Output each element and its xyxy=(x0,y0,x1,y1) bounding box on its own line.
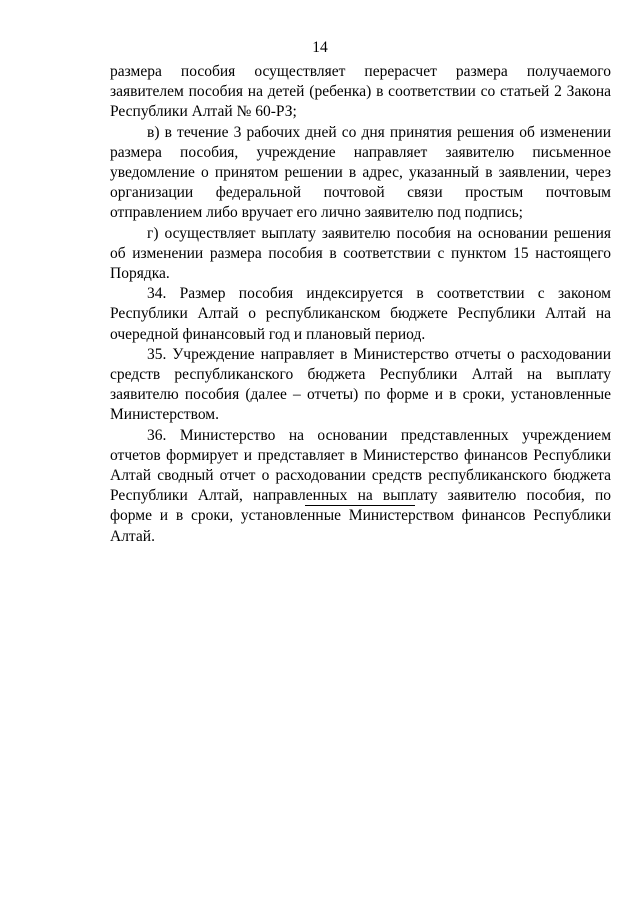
paragraph-item-v: в) в течение 3 рабочих дней со дня принятия решения об изменении размера пособия, учреждение направляет заявителю письменное уведомление о принятом решении в адрес, указанный в заявлении, через организации федеральной почтовой связи простым почтовым отправлением либо вручает его лично заявителю под подпись; xyxy=(110,123,611,222)
paragraph-item-g: г) осуществляет выплату заявителю пособия на основании решения об изменении размера пособия в соответствии с пунктом 15 настоящего Порядка. xyxy=(110,224,611,283)
end-of-document-rule xyxy=(305,505,415,506)
paragraph-35: 35. Учреждение направляет в Министерство отчеты о расходовании средств республиканского бюджета Республики Алтай на выплату заявителю пособия (далее – отчеты) по форме и в сроки, установленные Министерством. xyxy=(110,345,611,424)
paragraph-34: 34. Размер пособия индексируется в соответствии с законом Республики Алтай о республиканском бюджете Республики Алтай на очередной финансовый год и плановый период. xyxy=(110,285,611,343)
paragraph-recalculation-continued: размера пособия осуществляет перерасчет размера получаемого заявителем пособия на детей (ребенка) в соответствии со статьей 2 Закона Республики Алтай № 60-РЗ; xyxy=(110,63,611,121)
document-body xyxy=(110,62,611,547)
page-number: 14 xyxy=(312,39,328,56)
paragraph-36: 36. Министерство на основании представленных учреждением отчетов формирует и представляет в Министерство финансов Республики Алтай сводный отчет о расходовании средств республиканского бюджета Республики Алтай, направленных на выплату заявителю пособия, по форме и в сроки, установленные Министерством финансов Республики Алтай. xyxy=(110,426,611,545)
